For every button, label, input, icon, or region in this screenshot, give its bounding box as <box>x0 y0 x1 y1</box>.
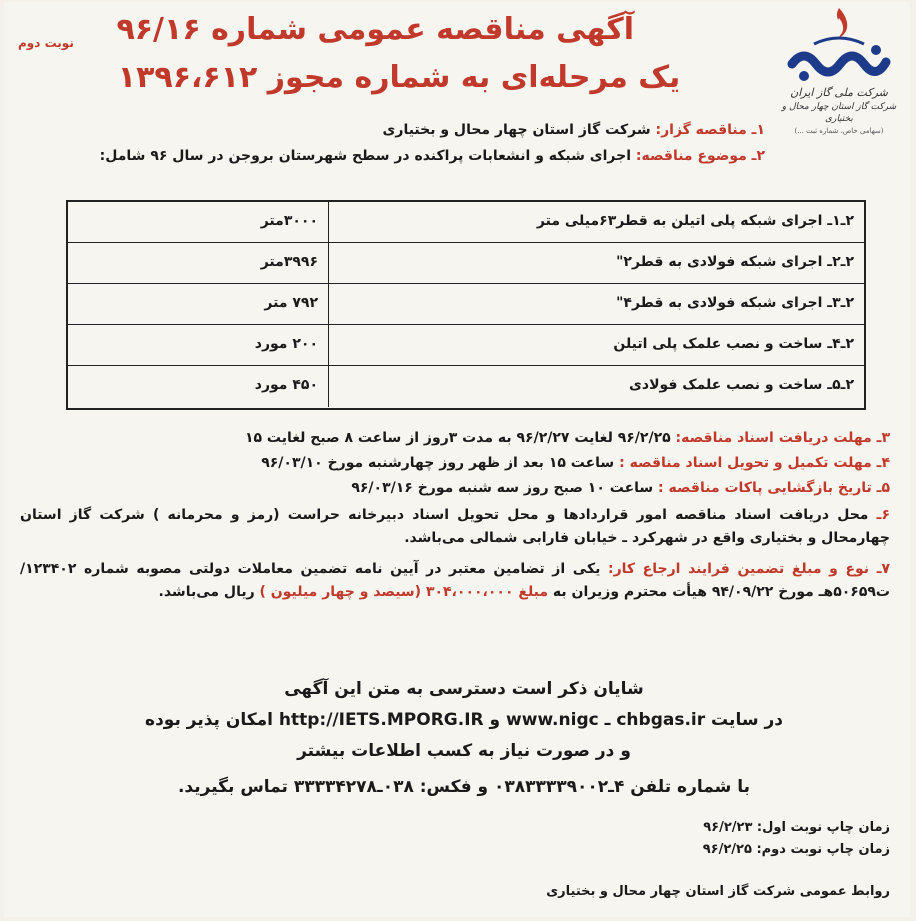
print-dates <box>703 817 890 861</box>
section-number: ۵ـ <box>876 480 890 496</box>
logo-registration: (سهامی خاص، شماره ثبت ...) <box>794 127 884 135</box>
item-description: ۲ـ۴ـ ساخت و نصب علمک پلی اتیلن <box>328 325 864 365</box>
guarantee-amount: مبلغ ۳۰۴،۰۰۰،۰۰۰ (سیصد و چهار میلیون ) <box>259 584 549 600</box>
header <box>4 2 910 135</box>
item-description: ۲ـ۱ـ اجرای شبکه پلی اتیلن به قطر۶۳میلی متر <box>328 202 864 242</box>
first-print-label: زمان چاپ نوبت اول: <box>756 820 890 835</box>
section-label: مهلت دریافت اسناد مناقصه: <box>675 430 872 446</box>
item-description: ۲ـ۲ـ اجرای شبکه فولادی به قطر۲" <box>328 243 864 283</box>
section-number: ۴ـ <box>876 455 890 471</box>
item-description: ۲ـ۳ـ اجرای شبکه فولادی به قطر۴" <box>328 284 864 324</box>
items-table <box>66 200 866 410</box>
public-relations-signature: روابط عمومی شرکت گاز استان چهار محال و بختیاری <box>546 884 890 899</box>
edition-label: نوبت دوم <box>18 36 74 50</box>
second-print-value: ۹۶/۲/۲۵ <box>702 842 752 857</box>
second-print-label: زمان چاپ نوبت دوم: <box>756 842 890 857</box>
closing-line-4: با شماره تلفن ۴ـ۰۳۸۳۳۳۳۹۰۰۲ و فکس: ۰۳۸ـ۳۳۳۳۴۲۷۸ تماس بگیرید. <box>177 777 751 797</box>
advertisement-page <box>4 2 910 917</box>
section-number: ۶ـ <box>876 507 891 523</box>
closing-line-1: شایان ذکر است دسترسی به متن این آگهی <box>284 679 644 699</box>
closing-line-3: و در صورت نیاز به کسب اطلاعات بیشتر <box>297 741 631 761</box>
closing-line-2: در سایت chbgas.ir ـ www.nigc و http://IETS.MPORG.IR امکان پذیر بوده <box>145 710 783 730</box>
table-row <box>68 202 864 243</box>
flame-logo-icon <box>784 4 894 84</box>
table-row <box>68 243 864 284</box>
section-guarantee <box>20 558 890 604</box>
section-number: ۲ـ <box>751 148 765 164</box>
section-subject <box>100 148 765 164</box>
item-quantity: ۳۹۹۶متر <box>260 254 318 270</box>
logo-company-name: شرکت ملی گاز ایران <box>790 86 888 99</box>
section-opening-date <box>351 480 890 496</box>
table-row <box>68 366 864 407</box>
item-quantity: ۳۰۰۰متر <box>260 213 318 229</box>
second-print-date <box>703 839 890 861</box>
section-number: ۱ـ <box>751 122 765 138</box>
table-row <box>68 325 864 366</box>
section-label: موضوع مناقصه: <box>635 148 747 164</box>
section-text: ساعت ۱۵ بعد از ظهر روز چهارشنبه مورخ ۹۶/۰۳/۱۰ <box>261 455 615 471</box>
item-description: ۲ـ۵ـ ساخت و نصب علمک فولادی <box>328 366 864 407</box>
section-label: مهلت تکمیل و تحویل اسناد مناقصه : <box>619 455 872 471</box>
tender-title: آگهی مناقصه عمومی شماره ۹۶/۱۶ <box>116 12 634 47</box>
section-label: مناقصه گزار: <box>655 122 747 138</box>
table-row <box>68 284 864 325</box>
section-text: ۹۶/۲/۲۵ لغایت ۹۶/۲/۲۷ به مدت ۳روز از ساعت ۸ صبح لغایت ۱۵ <box>244 430 671 446</box>
section-document-receipt-deadline <box>245 430 890 446</box>
tender-subtitle: یک مرحله‌ای به شماره مجوز ۱۳۹۶،۶۱۲ <box>117 60 681 95</box>
section-label: تاریخ بازگشایی پاکات مناقصه : <box>658 480 872 496</box>
section-document-location <box>20 504 890 550</box>
section-text: شرکت گاز استان چهار محال و بختیاری <box>382 122 651 138</box>
logo-subsidiary-name: شرکت گاز استان چهار محال و بختیاری <box>781 102 897 124</box>
section-tenderer <box>383 122 765 138</box>
section-submission-deadline <box>261 455 890 471</box>
section-number: ۳ـ <box>876 430 890 446</box>
section-text-end: ریال می‌باشد. <box>158 584 255 600</box>
section-text: یکی از تضامین معتبر در آیین نامه تضمین معاملات دولتی مصوبه شماره ۱۲۳۴۰۲/ت۵۰۶۵۹هـ مورخ ۹۴/۰۹/۲۲ هیأت محترم وزیران به <box>20 561 890 600</box>
section-label: نوع و مبلغ تضمین فرایند ارجاع کار: <box>608 561 870 577</box>
item-quantity: ۲۰۰ مورد <box>254 336 318 352</box>
section-text: محل دریافت اسناد مناقصه امور قراردادها و محل تحویل اسناد دبیرخانه حراست (رمز و محرمانه ) شرکت گاز استان چهارمحال و بختیاری واقع در شهرکرد ـ خیابان فارابی شمالی می‌باشد. <box>20 507 890 546</box>
section-number: ۷ـ <box>876 561 891 577</box>
nigc-logo <box>774 4 904 184</box>
section-text: اجرای شبکه و انشعابات پراکنده در سطح شهرستان بروجن در سال ۹۶ شامل: <box>99 148 632 164</box>
first-print-value: ۹۶/۲/۲۳ <box>703 820 753 835</box>
first-print-date <box>703 817 890 839</box>
section-text: ساعت ۱۰ صبح روز سه شنبه مورخ ۹۶/۰۳/۱۶ <box>351 480 654 496</box>
item-quantity: ۴۵۰ مورد <box>254 377 318 393</box>
item-quantity: ۷۹۲ متر <box>264 295 318 311</box>
